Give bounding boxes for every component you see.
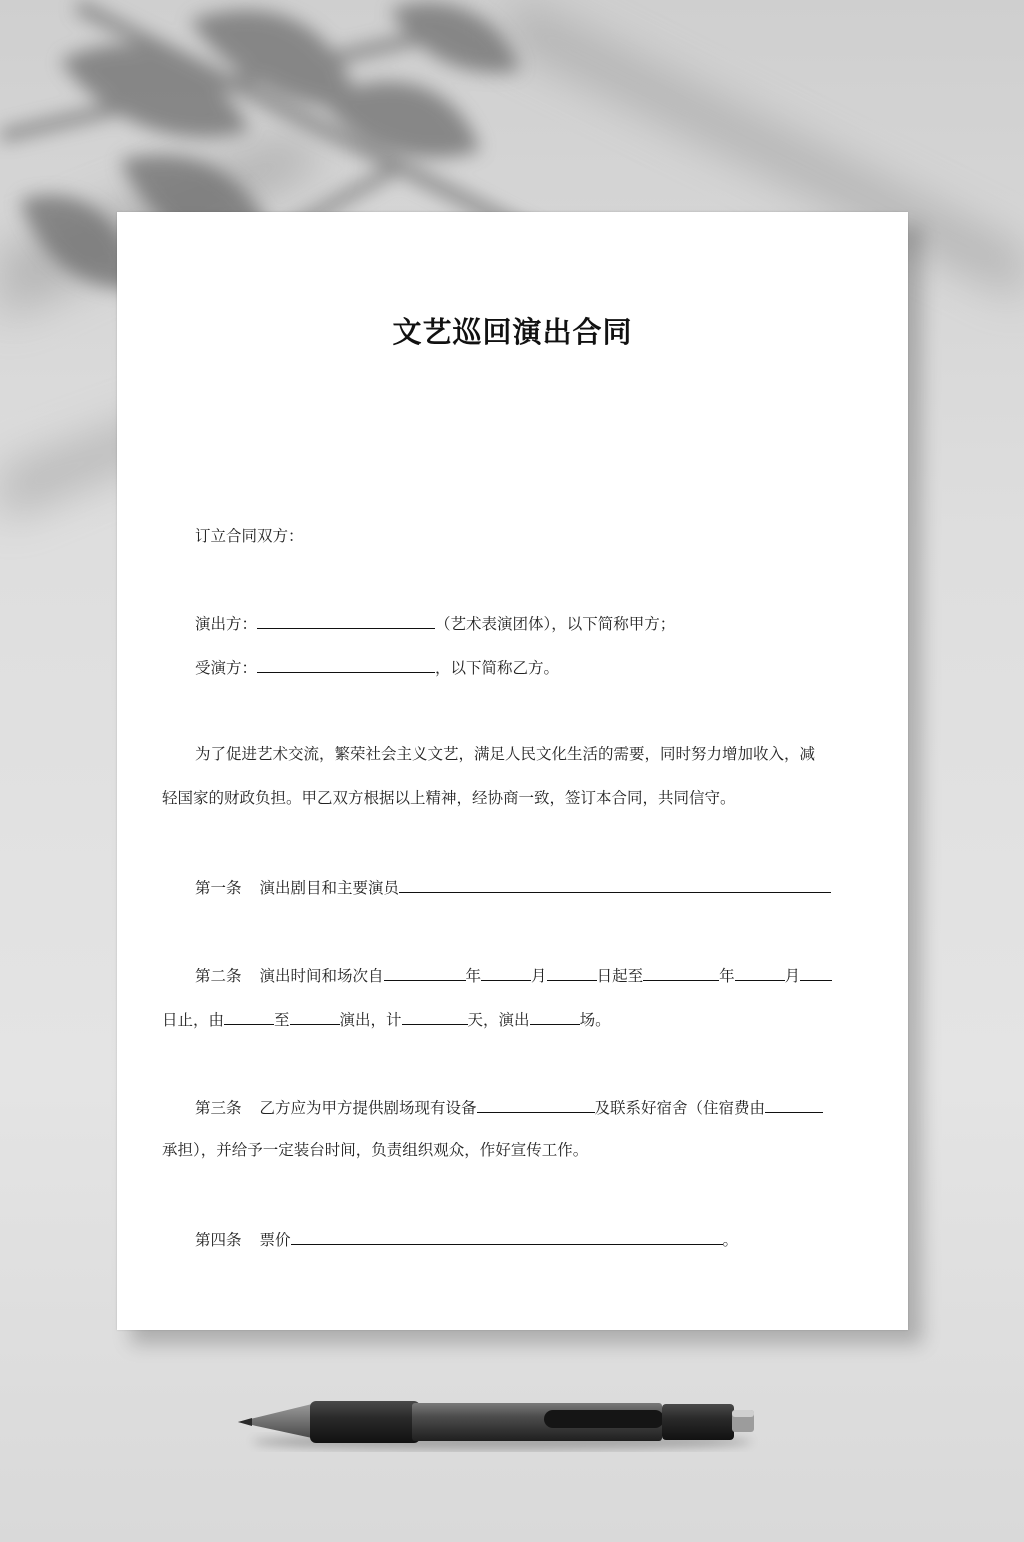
end-year-blank[interactable] [643, 964, 719, 981]
days-blank[interactable] [402, 1008, 468, 1025]
article-1: 第一条 演出剧目和主要演员 [195, 876, 831, 898]
performer-line: 演出方： （艺术表演团体），以下简称甲方； [195, 612, 675, 634]
article-1-blank[interactable] [399, 876, 831, 893]
article-3-line-2: 承担），并给予一定装台时间，负责组织观众，作好宣传工作。 [162, 1141, 589, 1159]
contract-page [117, 212, 908, 1330]
lodging-payer-blank[interactable] [765, 1096, 823, 1113]
receiver-blank[interactable] [257, 656, 435, 673]
receiver-line: 受演方： ，以下简称乙方。 [195, 656, 559, 678]
performer-blank[interactable] [257, 612, 435, 629]
equipment-blank[interactable] [477, 1096, 595, 1113]
ticket-price-blank[interactable] [291, 1228, 723, 1245]
purpose-line-2: 轻国家的财政负担。甲乙双方根据以上精神，经协商一致，签订本合同，共同信守。 [162, 789, 736, 807]
pen-icon [232, 1388, 772, 1458]
start-year-blank[interactable] [384, 964, 466, 981]
page-title: 文艺巡回演出合同 [392, 315, 633, 349]
article-4: 第四条 票价 。 [195, 1228, 738, 1250]
article-3-line-1: 第三条 乙方应为甲方提供剧场现有设备 及联系好宿舍（住宿费由 [195, 1096, 823, 1118]
shows-blank[interactable] [530, 1008, 580, 1025]
end-day-blank[interactable] [800, 964, 832, 981]
intro-label: 订立合同双方： [195, 527, 304, 545]
article-2-line-1: 第二条 演出时间和场次自 年 月 日起至 年 月 [195, 964, 832, 986]
from-blank[interactable] [224, 1008, 274, 1025]
end-month-blank[interactable] [735, 964, 785, 981]
start-day-blank[interactable] [547, 964, 597, 981]
start-month-blank[interactable] [481, 964, 531, 981]
to-blank[interactable] [290, 1008, 340, 1025]
article-2-line-2: 日止，由 至 演出，计 天，演出 场。 [162, 1008, 611, 1030]
purpose-line-1: 为了促进艺术交流，繁荣社会主义文艺，满足人民文化生活的需要，同时努力增加收入，减 [195, 745, 816, 763]
